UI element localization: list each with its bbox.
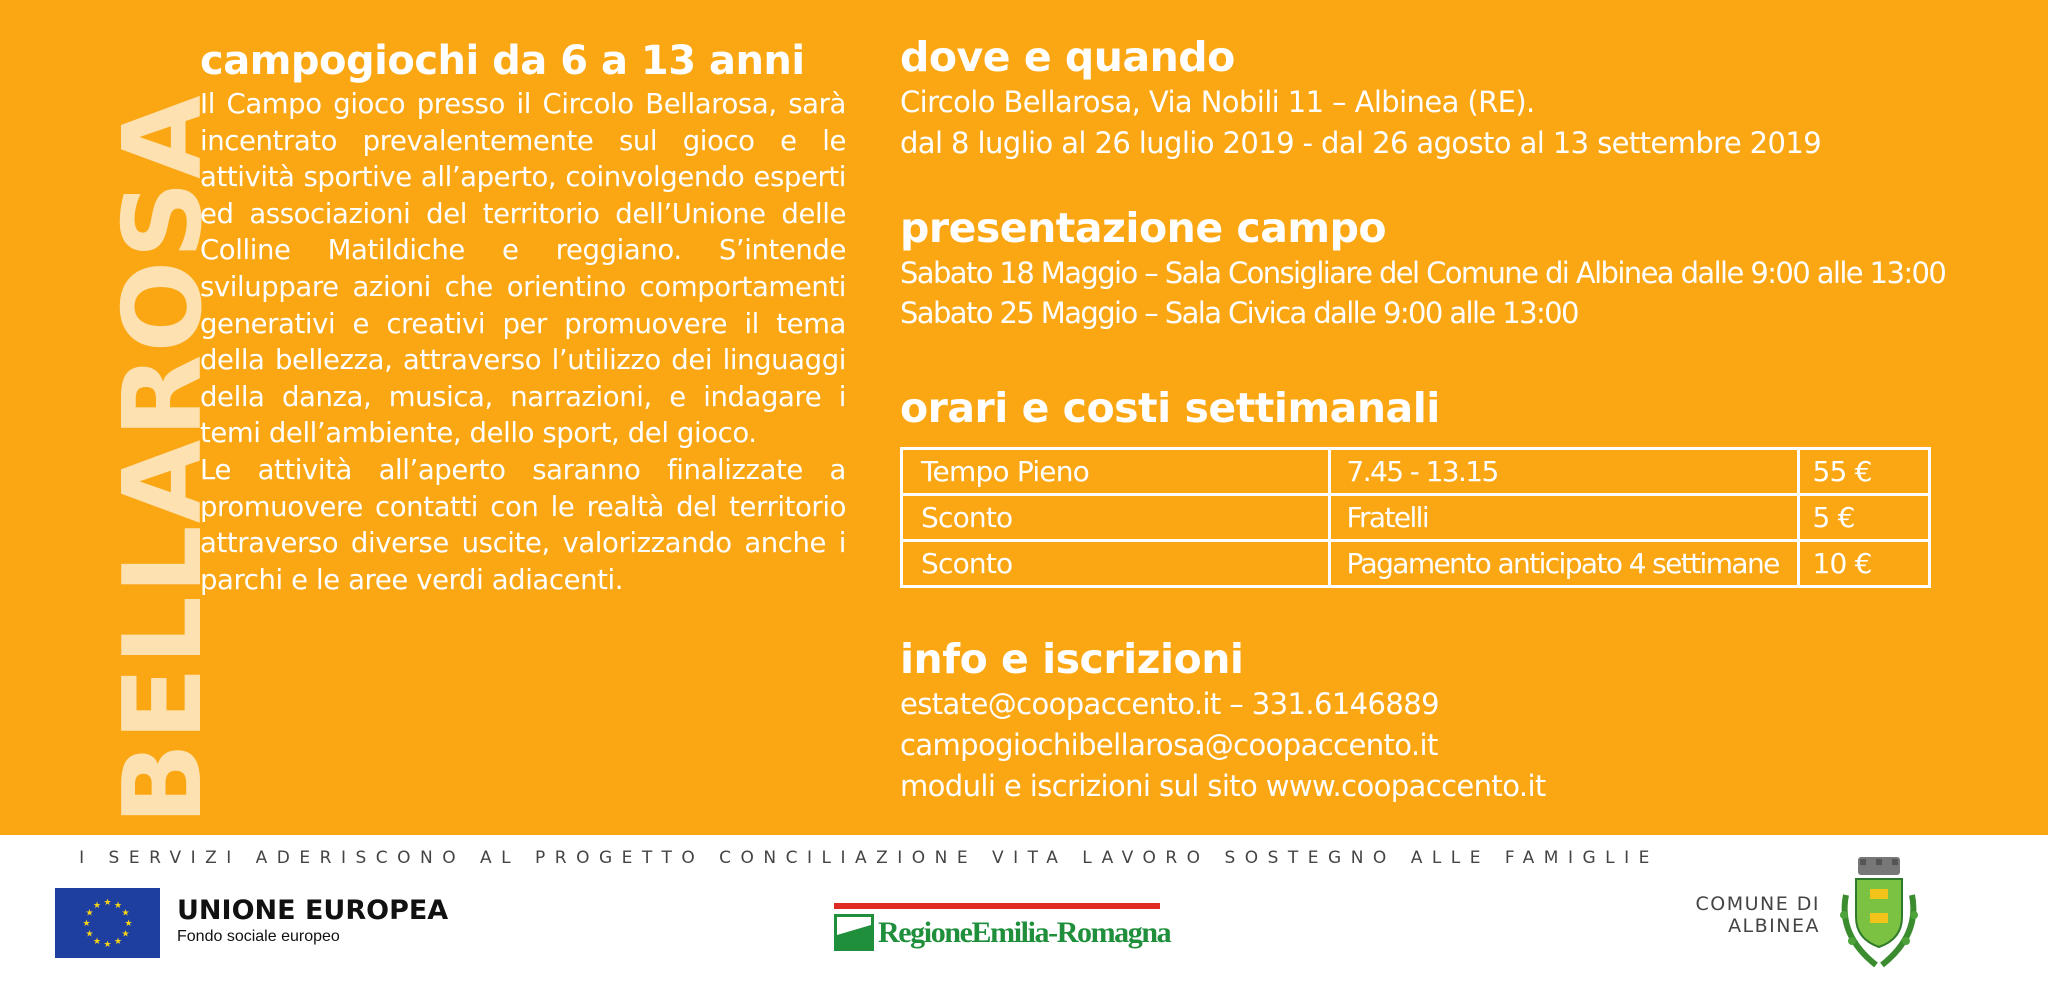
comune-line-2: ALBINEA	[1728, 915, 1820, 937]
section-title-presentazione: presentazione campo	[900, 204, 1387, 252]
albinea-crest-icon	[1836, 855, 1922, 975]
table-row	[902, 541, 1930, 587]
svg-text:★: ★	[103, 940, 112, 950]
costs-table	[900, 447, 1931, 588]
table-cell: Pagamento anticipato 4 settimane	[1329, 541, 1799, 587]
vertical-brand-title	[0, 0, 226, 835]
section-title-dove: dove e quando	[900, 33, 1235, 81]
table-cell: Sconto	[902, 495, 1330, 541]
svg-text:★: ★	[85, 929, 94, 940]
table-cell: Fratelli	[1329, 495, 1799, 541]
dates-line: dal 8 luglio al 26 luglio 2019 - dal 26 agosto al 13 settembre 2019	[900, 126, 1822, 160]
svg-text:★: ★	[92, 901, 102, 911]
svg-text:★: ★	[85, 908, 94, 919]
table-cell: 5 €	[1799, 495, 1930, 541]
svg-text:★: ★	[121, 929, 130, 940]
section-presentazione	[900, 203, 1945, 333]
regione-logo-icon	[834, 903, 1171, 953]
svg-text:★: ★	[103, 898, 112, 908]
location-line: Circolo Bellarosa, Via Nobili 11 – Albinea (RE).	[900, 85, 1535, 119]
table-cell: 10 €	[1799, 541, 1930, 587]
brand-text: BELLAROSA	[101, 93, 226, 825]
description-column	[200, 36, 846, 598]
description-paragraph-1: Il Campo gioco presso il Circolo Bellarosa, sarà incentrato prevalentemente sul gioco e le attività sportive all’aperto, coinvolgendo esperti ed associazioni del territorio dell’Unione delle Colline Matildiche e reggiano. S’intende sviluppare azioni che orientino comportamenti generativi e creativi per promuovere il tema della bellezza, attraverso l’utilizzo dei linguaggi della danza, musica, narrazioni, e indagare i temi dell’ambiente, dello sport, del gioco.	[200, 88, 846, 450]
section-orari	[900, 383, 1440, 433]
table-row	[902, 495, 1930, 541]
table-cell: 7.45 - 13.15	[1329, 449, 1799, 495]
regione-red-bar	[834, 903, 1160, 909]
regione-logo-text: RegioneEmilia-Romagna	[878, 916, 1171, 949]
contact-email-phone[interactable]: estate@coopaccento.it – 331.6146889	[900, 687, 1439, 721]
svg-text:★: ★	[121, 908, 130, 919]
presentazione-line-1: Sabato 18 Maggio – Sala Consigliare del Comune di Albinea dalle 9:00 alle 13:00	[900, 256, 1946, 290]
section-title-info: info e iscrizioni	[900, 635, 1244, 683]
comune-label	[1695, 893, 1820, 937]
svg-text:★: ★	[113, 901, 123, 911]
section-title-orari: orari e costi settimanali	[900, 384, 1440, 432]
svg-text:★: ★	[92, 937, 102, 947]
footer-tagline: I SERVIZI ADERISCONO AL PROGETTO CONCILIAZIONE VITA LAVORO SOSTEGNO ALLE FAMIGLIE	[79, 848, 1659, 868]
section-dove-quando	[900, 32, 1821, 164]
eu-flag-icon	[55, 888, 160, 958]
table-cell: Sconto	[902, 541, 1330, 587]
svg-text:★: ★	[113, 937, 123, 947]
regione-emblem	[834, 914, 874, 951]
presentazione-line-2: Sabato 25 Maggio – Sala Civica dalle 9:00 alle 13:00	[900, 296, 1578, 330]
eu-title: UNIONE EUROPEA	[177, 895, 449, 926]
table-cell: 55 €	[1799, 449, 1930, 495]
svg-text:★: ★	[82, 919, 91, 929]
eu-subtitle: Fondo sociale europeo	[177, 928, 340, 945]
table-row	[902, 449, 1930, 495]
table-cell: Tempo Pieno	[902, 449, 1330, 495]
comune-line-1: COMUNE DI	[1695, 893, 1820, 915]
section-title-campogiochi: campogiochi da 6 a 13 anni	[200, 38, 805, 84]
description-paragraph-2: Le attività all’aperto saranno finalizzate a promuovere contatti con le realtà del territorio attraverso diverse uscite, valorizzando anche i parchi e le aree verdi adiacenti.	[200, 453, 846, 596]
section-info	[900, 634, 1546, 807]
website-line[interactable]: moduli e iscrizioni sul sito www.coopaccento.it	[900, 769, 1546, 803]
svg-text:★: ★	[124, 919, 133, 929]
contact-email-2[interactable]: campogiochibellarosa@coopaccento.it	[900, 728, 1438, 762]
